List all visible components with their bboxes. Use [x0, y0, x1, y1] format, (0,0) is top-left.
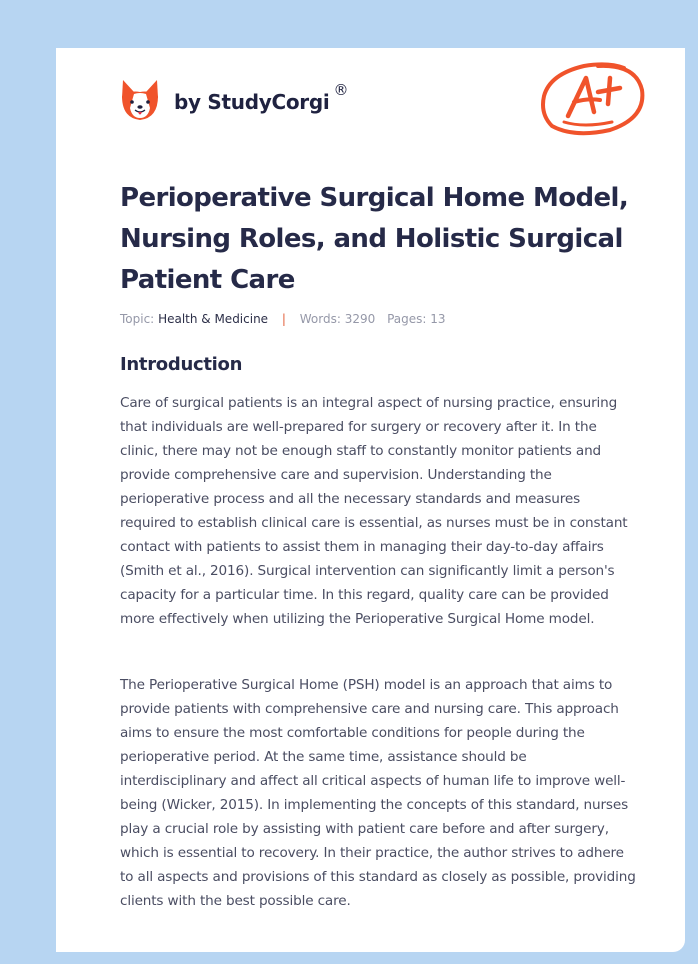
- topic-link[interactable]: Health & Medicine: [158, 312, 269, 326]
- section-heading-introduction: Introduction: [120, 354, 243, 375]
- document-card: [56, 48, 685, 952]
- registered-mark: ®: [333, 81, 349, 99]
- corgi-head-icon: [120, 78, 160, 122]
- paragraph: The Perioperative Surgical Home (PSH) model is an approach that aims to provide patients with comprehensive care and nursing care. This approach aims to ensure the most comfortable conditions for people during the perioperative period. At the same time, assistance should be interdisciplinary and affect all critical aspects of human life to improve well-being (Wicker, 2015). In implementing the concepts of this standard, nurses play a crucial role by assisting with patient care before and after surgery, which is essential to recovery. In their practice, the author strives to adhere to all aspects and provisions of this standard as closely as possible, providing clients with the best possible care.: [120, 677, 636, 909]
- logo-text: by StudyCorgi: [174, 90, 330, 114]
- word-count: Words: 3290: [299, 312, 376, 326]
- studycorgi-logo[interactable]: [120, 76, 348, 124]
- paragraph: Care of surgical patients is an integral aspect of nursing practice, ensuring that individuals are well-prepared for surgery or recovery after it. In the clinic, there may not be enough staff to constantly monitor patients and provide comprehensive care and supervision. Understanding the perioperative process and all the necessary standards and measures required to establish clinical care is essential, as nurses must be in constant contact with patients to assist them in managing their day-to-day affairs (Smith et al., 2016). Surgical intervention can significantly limit a person's capacity for a particular time. In this regard, quality care can be provided more effectively when utilizing the Perioperative Surgical Home model.: [120, 395, 628, 627]
- a-plus-grade-icon: [538, 58, 648, 142]
- meta-separator: |: [281, 312, 286, 326]
- topic-label: Topic:: [120, 312, 155, 326]
- document-meta: [120, 312, 446, 326]
- document-title: Perioperative Surgical Home Model, Nursing Roles, and Holistic Surgical Patient Care: [120, 183, 629, 295]
- page-count: Pages: 13: [387, 312, 446, 326]
